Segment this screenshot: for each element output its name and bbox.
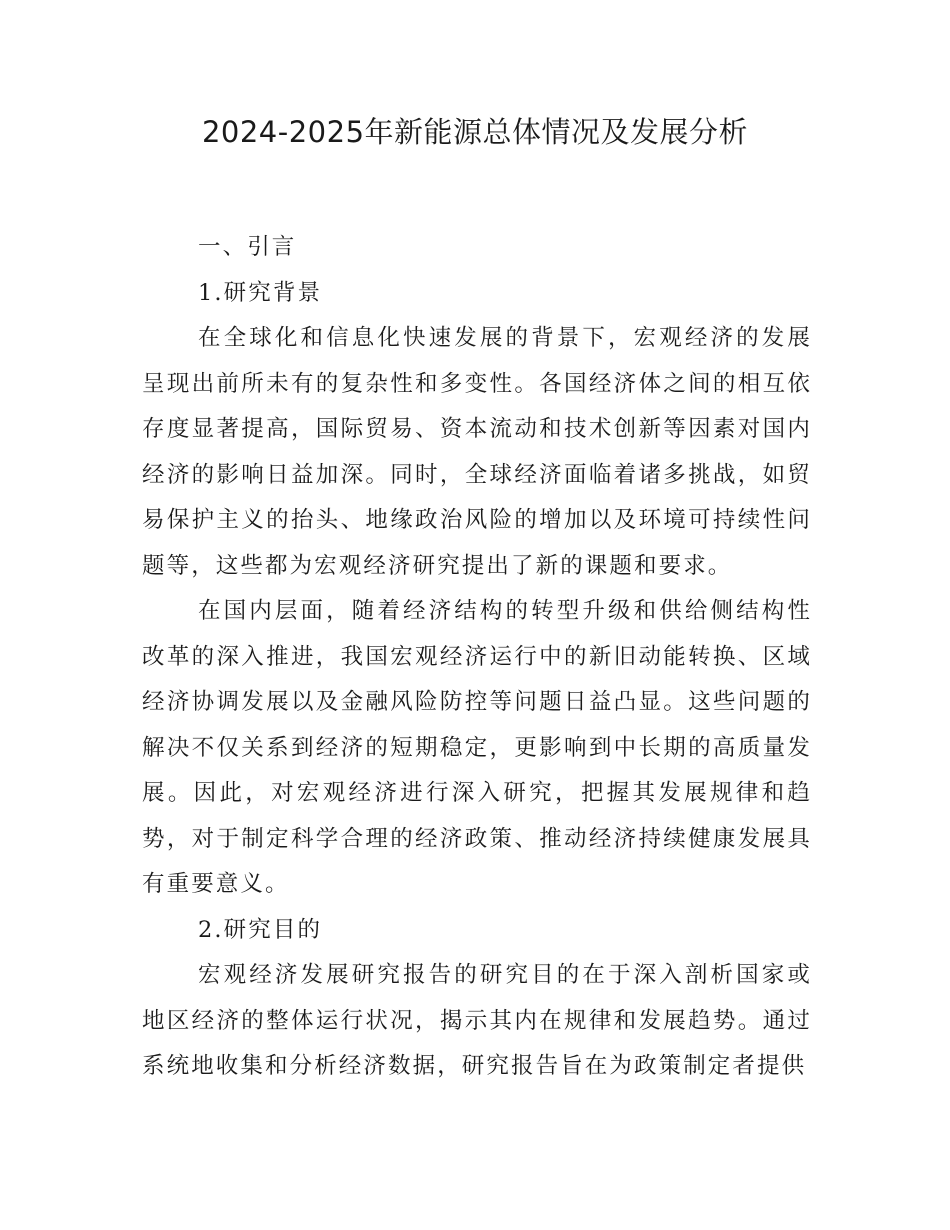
subsection-heading-background: 1.研究背景	[198, 279, 323, 306]
document-body	[142, 225, 812, 1090]
paragraph-background-2: 在国内层面，随着经济结构的转型升级和供给侧结构性改革的深入推进，我国宏观经济运行中的新旧动能转换、区域经济协调发展以及金融风险防控等问题日益凸显。这些问题的解决不仅关系到经济的短期稳定，更影响到中长期的高质量发展。因此，对宏观经济进行深入研究，把握其发展规律和趋势，对于制定科学合理的经济政策、推动经济持续健康发展具有重要意义。	[142, 598, 812, 897]
section-heading-introduction: 一、引言	[198, 234, 297, 260]
document-title: 2024-2025年新能源总体情况及发展分析	[201, 115, 749, 149]
paragraph-purpose-1: 宏观经济发展研究报告的研究目的在于深入剖析国家或地区经济的整体运行状况，揭示其内在规律和发展趋势。通过系统地收集和分析经济数据，研究报告旨在为政策制定者提供	[142, 962, 812, 1079]
paragraph-background-1: 在全球化和信息化快速发展的背景下，宏观经济的发展呈现出前所未有的复杂性和多变性。各国经济体之间的相互依存度显著提高，国际贸易、资本流动和技术创新等因素对国内经济的影响日益加深。同时，全球经济面临着诸多挑战，如贸易保护主义的抬头、地缘政治风险的增加以及环境可持续性问题等，这些都为宏观经济研究提出了新的课题和要求。	[142, 325, 812, 579]
subsection-heading-purpose: 2.研究目的	[198, 916, 323, 943]
